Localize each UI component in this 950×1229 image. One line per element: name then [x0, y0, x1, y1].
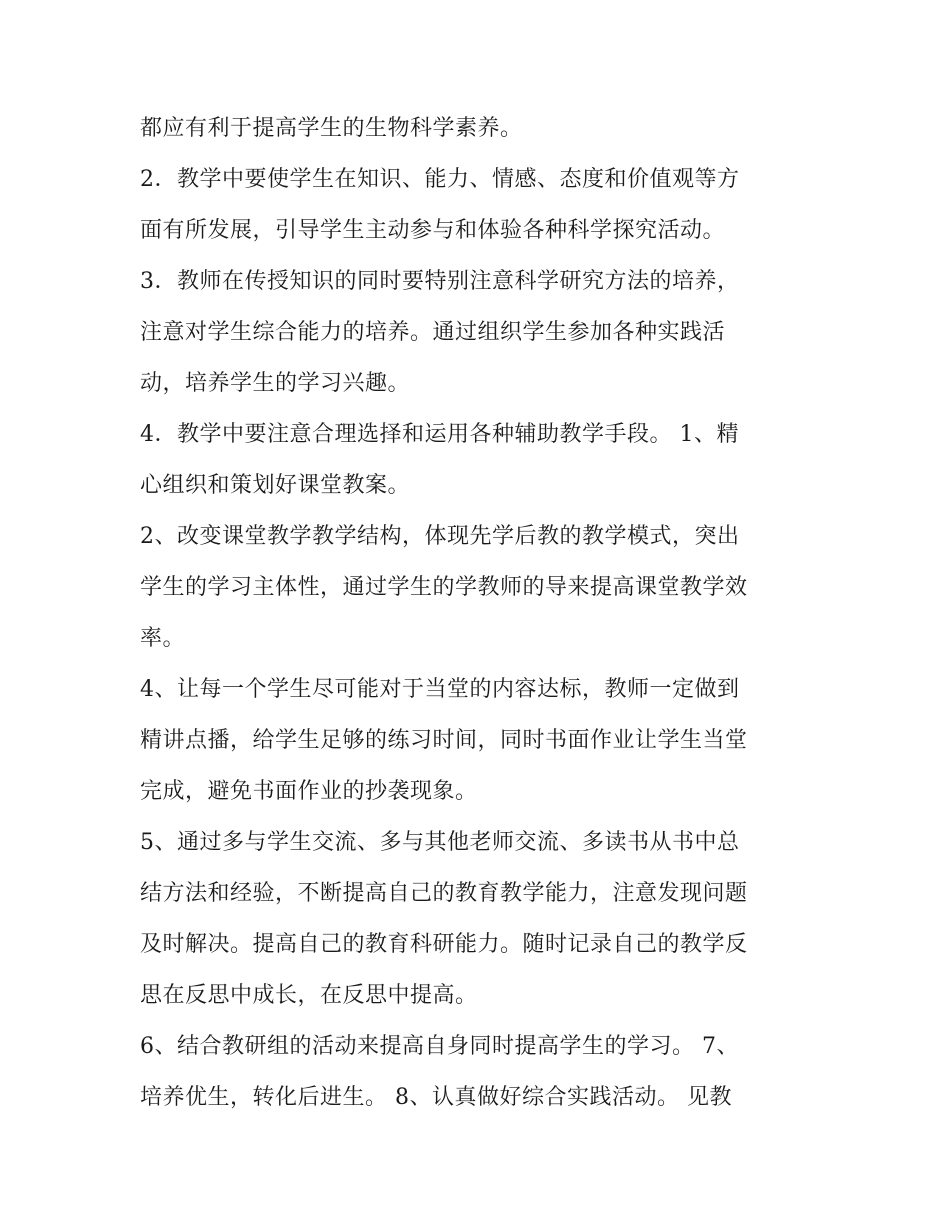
text-line: 率。 [140, 626, 186, 651]
text-line: 心组织和策划好课堂教案。 [140, 473, 411, 498]
text-line: 3．教师在传授知识的同时要特别注意科学研究方法的培养， [140, 269, 740, 294]
text-line: 及时解决。提高自己的教育科研能力。随时记录自己的教学反 [140, 932, 748, 957]
text-line: 思在反思中成长，在反思中提高。 [140, 983, 478, 1008]
text-line: 4、让每一个学生尽可能对于当堂的内容达标，教师一定做到 [140, 677, 740, 702]
text-line: 培养优生，转化后进生。 8、认真做好综合实践活动。 见教 [140, 1085, 732, 1110]
text-line: 结方法和经验，不断提高自己的教育教学能力，注意发现问题 [140, 881, 748, 906]
text-line: 动，培养学生的学习兴趣。 [140, 371, 411, 396]
text-line: 4．教学中要注意合理选择和运用各种辅助教学手段。 1、精 [140, 422, 739, 447]
text-line: 完成，避免书面作业的抄袭现象。 [140, 779, 478, 804]
text-line: 2、改变课堂教学教学结构，体现先学后教的教学模式，突出 [140, 524, 740, 549]
text-line: 面有所发展，引导学生主动参与和体验各种科学探究活动。 [140, 218, 726, 243]
text-line: 学生的学习主体性，通过学生的学教师的导来提高课堂教学效 [140, 575, 748, 600]
text-line: 6、结合教研组的活动来提高自身同时提高学生的学习。 7、 [140, 1034, 739, 1059]
text-line: 注意对学生综合能力的培养。通过组织学生参加各种实践活 [140, 320, 726, 345]
body-text [140, 103, 830, 1123]
text-line: 都应有利于提高学生的生物科学素养。 [140, 116, 523, 141]
text-line: 5、通过多与学生交流、多与其他老师交流、多读书从书中总 [140, 830, 740, 855]
text-line: 2．教学中要使学生在知识、能力、情感、态度和价值观等方 [140, 167, 740, 192]
text-line: 精讲点播，给学生足够的练习时间，同时书面作业让学生当堂 [140, 728, 748, 753]
